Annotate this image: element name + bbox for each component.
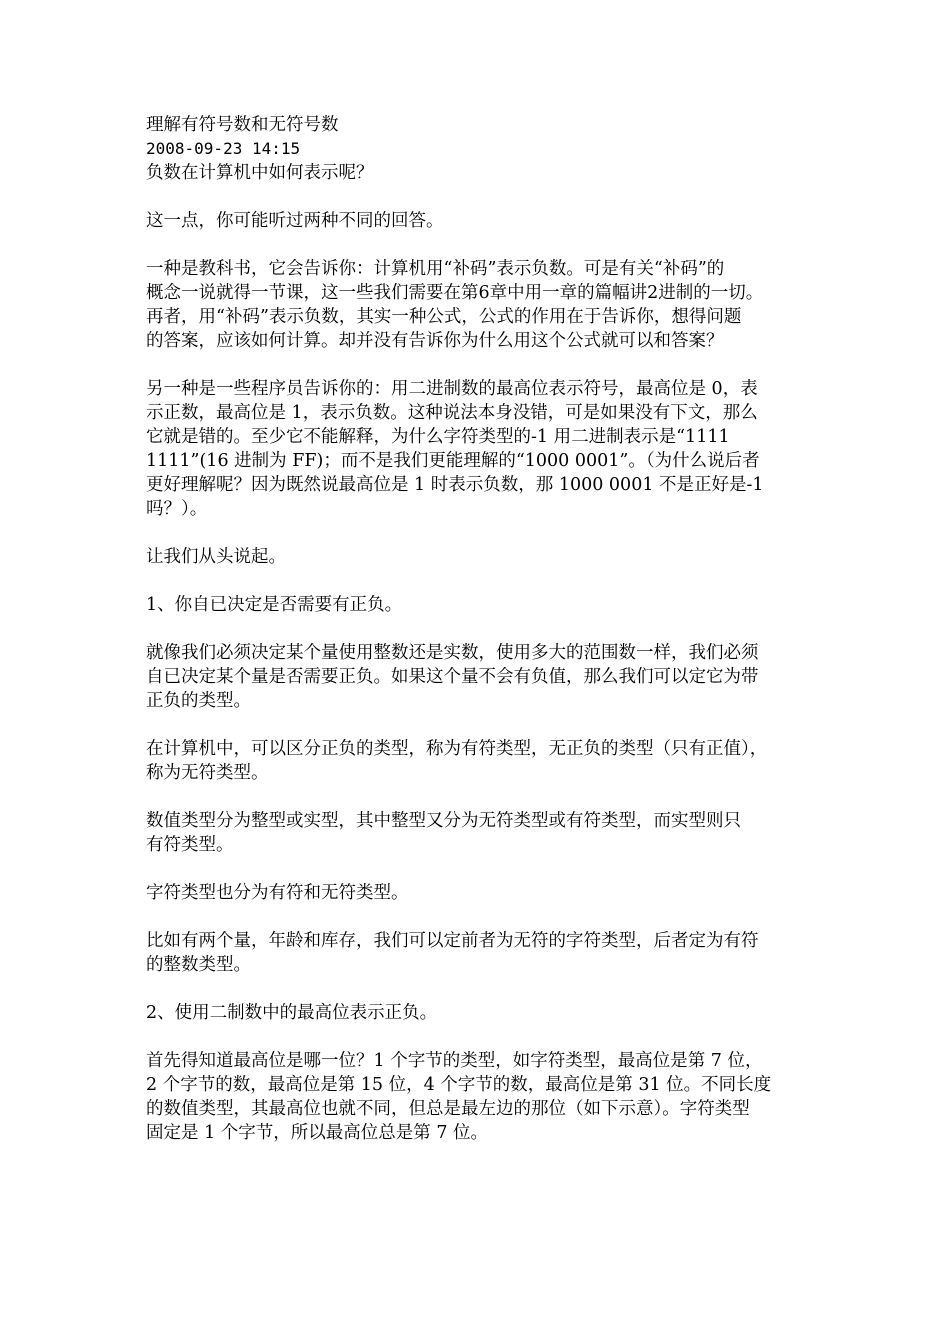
paragraph-7: 数值类型分为整型或实型，其中整型又分为无符类型或有符类型，而实型则只 有符类型。 [146,811,741,855]
section-heading-2: 2、使用二制数中的最高位表示正负。 [146,1003,438,1023]
paragraph-5: 就像我们必须决定某个量使用整数还是实数，使用多大的范围数一样，我们必须 自已决定某个量是否需要正负。如果这个量不会有负值，那么我们可以定它为带 正负的类型。 [146,643,759,711]
paragraph-6: 在计算机中，可以区分正负的类型，称为有符类型，无正负的类型（只有正值）， 称为无符类型。 [146,739,768,783]
paragraph-8: 字符类型也分为有符和无符类型。 [146,883,409,903]
article-question: 负数在计算机中如何表示呢？ [146,163,374,183]
paragraph-4: 让我们从头说起。 [146,547,286,567]
paragraph-3: 另一种是一些程序员告诉你的：用二进制数的最高位表示符号，最高位是 0，表 示正数，最高位是 1，表示负数。这种说法本身没错，可是如果没有下文，那么 它就是错的。至少它不能解释，为什么字符类型的-1 用二进制表示是“1111 1111”(16 进制为 FF)；而不是我们更能理解的“1000 0001”。（为什么说后者 更好理解呢？因为既然说最高位是 1 时表示负数，那 1000 0001 不是正好是-1 吗？）。 [146,379,764,519]
article-body [146,113,810,1169]
paragraph-9: 比如有两个量，年龄和库存，我们可以定前者为无符的字符类型，后者定为有符 的整数类型。 [146,931,759,975]
paragraph-1: 这一点，你可能听过两种不同的回答。 [146,211,444,231]
article-title: 理解有符号数和无符号数 [146,115,339,135]
paragraph-10: 首先得知道最高位是哪一位？1 个字节的类型，如字符类型，最高位是第 7 位， 2 个字节的数，最高位是第 15 位，4 个字节的数，最高位是第 31 位。不同长度 的数值类型，其最高位也就不同，但总是最左边的那位（如下示意）。字符类型 固定是 1 个字节，所以最高位总是第 7 位。 [146,1051,772,1143]
paragraph-2: 一种是教科书，它会告诉你：计算机用“补码”表示负数。可是有关“补码”的 概念一说就得一节课，这一些我们需要在第6章中用一章的篇幅讲2进制的一切。 再者，用“补码”表示负数，其实一种公式，公式的作用在于告诉你，想得问题 的答案，应该如何计算。却并没有告诉你为什么用这个公式就可以和答案？ [146,259,764,351]
article-date: 2008-09-23 14:15 [146,139,301,158]
section-heading-1: 1、你自已决定是否需要有正负。 [146,595,403,615]
